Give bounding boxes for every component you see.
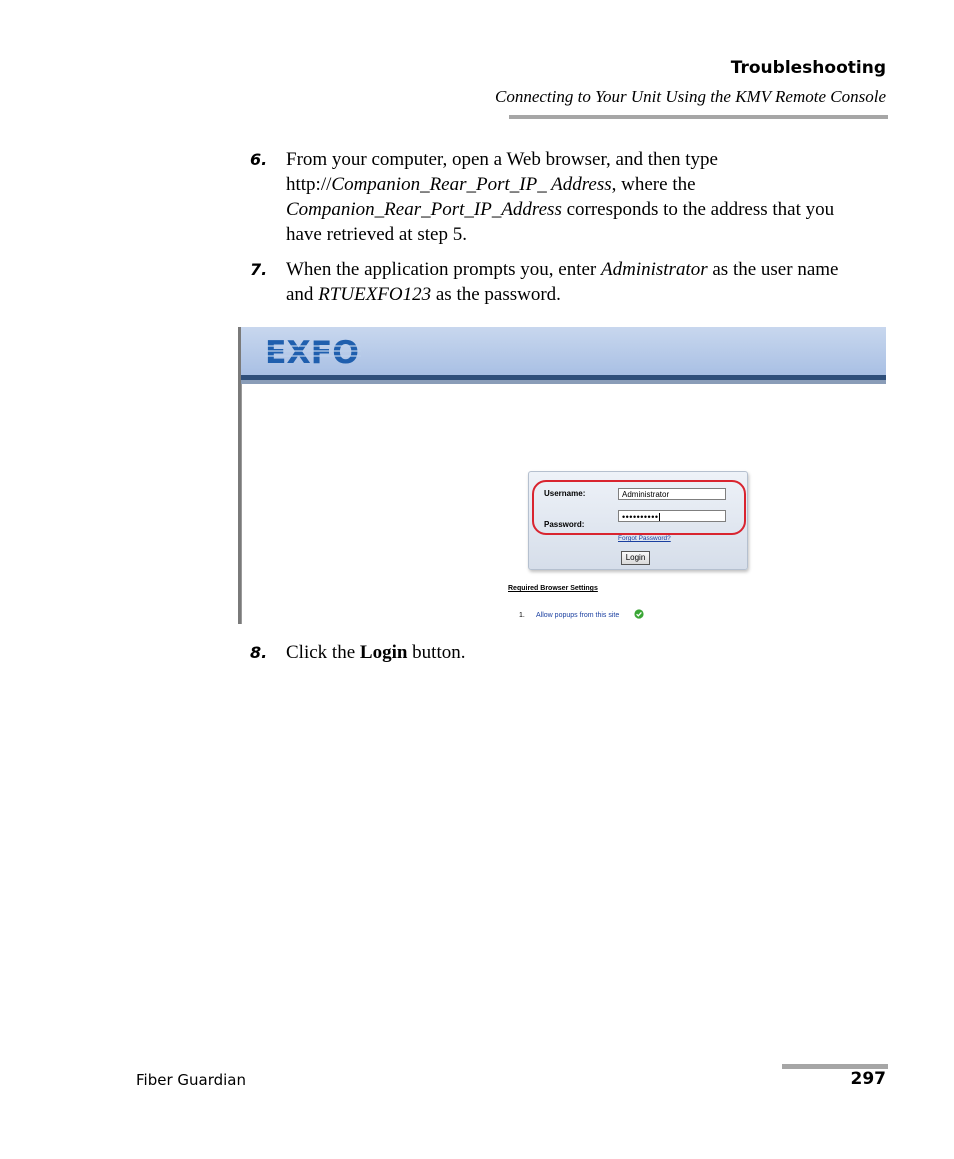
- login-panel: [528, 471, 748, 570]
- step-8: [250, 640, 870, 665]
- step-text: [286, 640, 870, 665]
- login-page-screenshot: [238, 327, 886, 624]
- frame-edge: [241, 384, 242, 624]
- page-number: 297: [850, 1069, 886, 1089]
- forgot-password-link[interactable]: Forgot Password?: [618, 535, 671, 542]
- step-text-run: Click the: [286, 642, 360, 663]
- running-header-subtitle: Connecting to Your Unit Using the KMV Remote Console: [495, 87, 886, 106]
- password-field[interactable]: [618, 510, 726, 522]
- step-text-run: button.: [407, 642, 466, 663]
- login-button[interactable]: Login: [621, 551, 650, 565]
- password-label: Password:: [544, 520, 585, 529]
- settings-item-popups[interactable]: Allow popups from this site: [536, 612, 620, 619]
- step-text-emphasis: Companion_Rear_Port_IP_Address: [286, 199, 562, 220]
- username-label: Username:: [544, 489, 586, 498]
- step-text-run: , where the: [611, 174, 696, 195]
- step-text-run: as the user name and: [286, 259, 839, 305]
- exfo-banner: [241, 327, 886, 375]
- step-number: 6.: [250, 150, 268, 169]
- step-text-run: From your computer, open a Web browser, and then type http://: [286, 149, 718, 195]
- step-7: [250, 257, 870, 307]
- check-circle-icon: [634, 609, 644, 619]
- username-field[interactable]: Administrator: [618, 488, 726, 500]
- settings-item-number: 1.: [519, 612, 525, 619]
- banner-light-band: [241, 380, 886, 384]
- step-text-emphasis: Administrator: [601, 259, 708, 280]
- header-rule: [509, 115, 888, 119]
- step-number: 8.: [250, 643, 268, 662]
- step-text: [286, 147, 870, 247]
- step-text-run: When the application prompts you, enter: [286, 259, 601, 280]
- footer-product-name: Fiber Guardian: [136, 1071, 247, 1089]
- step-text-run: corresponds to the address that you have retrieved at step 5.: [286, 199, 835, 245]
- step-text-emphasis: RTUEXFO123: [318, 284, 432, 305]
- step-text-emphasis: Companion_Rear_Port_IP_ Address: [331, 174, 612, 195]
- step-text-run: as the password.: [431, 284, 561, 305]
- logo-text: EXFO: [265, 337, 359, 367]
- running-header-title: Troubleshooting: [730, 58, 886, 78]
- step-text: [286, 257, 870, 307]
- text-caret: [659, 513, 660, 522]
- step-number: 7.: [250, 260, 268, 279]
- exfo-logo-icon: [265, 337, 361, 367]
- required-settings-heading[interactable]: Required Browser Settings: [508, 585, 598, 592]
- password-mask: ••••••••••: [622, 512, 659, 522]
- step-6: [250, 147, 870, 247]
- step-text-bold: Login: [359, 642, 408, 663]
